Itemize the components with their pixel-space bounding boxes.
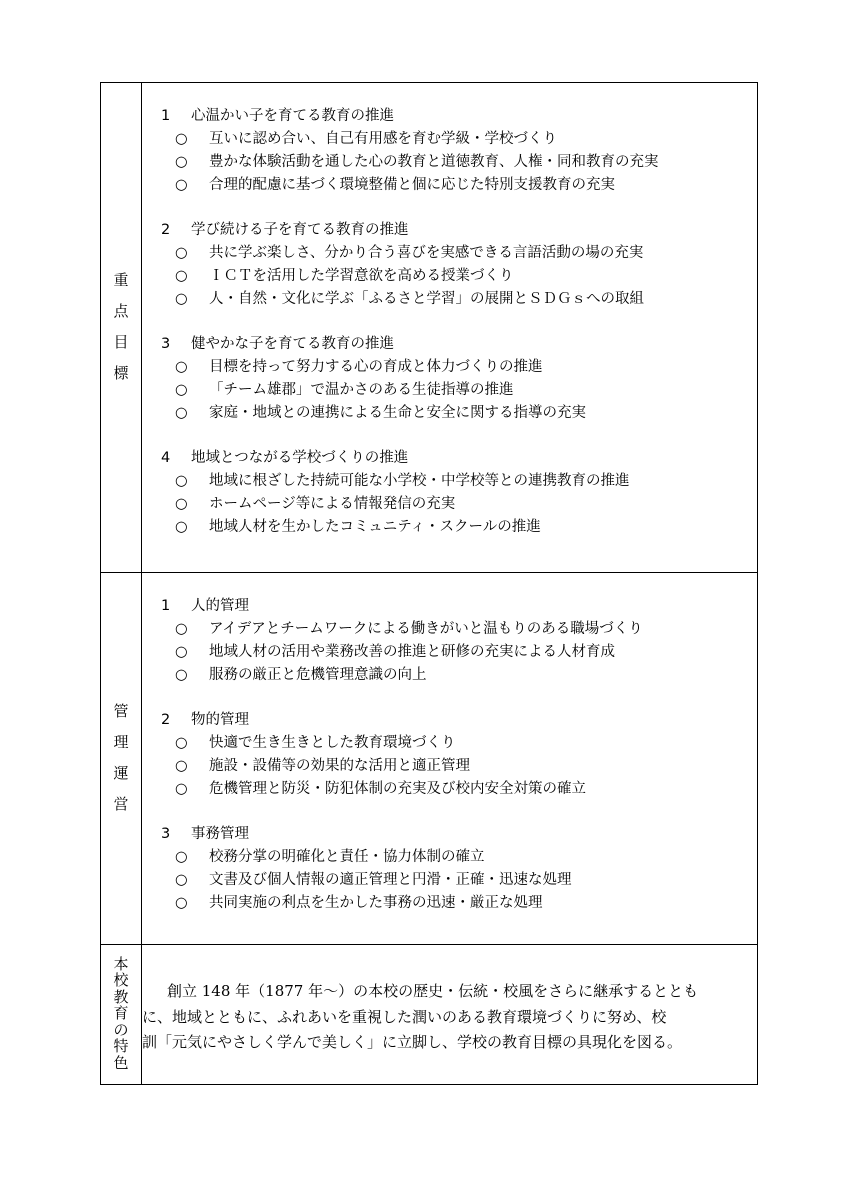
management-content-cell [142,573,758,945]
bullet-circle-icon: ○ [175,245,188,261]
goal-section [161,219,747,311]
bullet-circle-icon: ○ [175,519,188,535]
list-item: ○ 家庭・地域との連携による生命と安全に関する指導の充実 [161,402,747,425]
list-item: ○ 共同実施の利点を生かした事務の迅速・厳正な処理 [161,892,747,915]
list-item: ○ 施設・設備等の効果的な活用と適正管理 [161,755,747,778]
bullet-circle-icon: ○ [175,154,188,170]
list-item: ○ 文書及び個人情報の適正管理と円滑・正確・迅速な処理 [161,869,747,892]
section-heading: 3 事務管理 [161,826,249,842]
bullet-circle-icon: ○ [175,667,188,683]
bullet-circle-icon: ○ [175,644,188,660]
section-heading: 1 人的管理 [161,598,249,614]
bullet-circle-icon: ○ [175,382,188,398]
section-heading: 3 健やかな子を育てる教育の推進 [161,336,394,352]
list-item: ○ 地域人材の活用や業務改善の推進と研修の充実による人材育成 [161,641,747,664]
list-item: ○ 服務の厳正と危機管理意識の向上 [161,664,747,687]
school-plan-table [100,82,758,1085]
bullet-circle-icon: ○ [175,177,188,193]
management-section [161,823,747,915]
list-item: ○ 危機管理と防災・防犯体制の充実及び校内安全対策の確立 [161,778,747,801]
list-item: ○ アイデアとチームワークによる働きがいと温もりのある職場づくり [161,618,747,641]
list-item: ○ ＩＣＴを活用した学習意欲を高める授業づくり [161,265,747,288]
goal-section [161,333,747,425]
bullet-circle-icon: ○ [175,781,188,797]
list-item: ○ 地域に根ざした持続可能な小学校・中学校等との連携教育の推進 [161,470,747,493]
list-item: ○ 人・自然・文化に学ぶ「ふるさと学習」の展開とＳＤＧｓへの取組 [161,288,747,311]
list-item: ○ ホームページ等による情報発信の充実 [161,493,747,516]
bullet-circle-icon: ○ [175,621,188,637]
list-item: ○ 快適で生き生きとした教育環境づくり [161,732,747,755]
features-label: 本 校 教 育 の 特 色 [113,954,129,1072]
management-section [161,709,747,801]
management-label: 管 理 運 営 [113,702,129,813]
management-section [161,595,747,687]
goals-label-cell [101,83,142,573]
goal-section [161,105,747,197]
goals-label: 重 点 目 標 [113,271,129,382]
list-item: ○ 目標を持って努力する心の育成と体力づくりの推進 [161,356,747,379]
list-item: ○ 「チーム雄郡」で温かさのある生徒指導の推進 [161,379,747,402]
features-label-cell [101,945,142,1085]
features-content-cell [142,945,758,1085]
bullet-circle-icon: ○ [175,735,188,751]
list-item: ○ 共に学ぶ楽しさ、分かり合う喜びを実感できる言語活動の場の充実 [161,242,747,265]
bullet-circle-icon: ○ [175,268,188,284]
section-heading: 2 物的管理 [161,712,249,728]
bullet-circle-icon: ○ [175,405,188,421]
bullet-circle-icon: ○ [175,758,188,774]
list-item: ○ 合理的配慮に基づく環境整備と個に応じた特別支援教育の充実 [161,174,747,197]
list-item: ○ 校務分掌の明確化と責任・協力体制の確立 [161,846,747,869]
section-heading: 4 地域とつながる学校づくりの推進 [161,450,409,466]
features-paragraph: 創立 148 年（1877 年～）の本校の歴史・伝統・校風をさらに継承するととも に、地域とともに、ふれあいを重視した潤いのある教育環境づくりに努め、校 訓「元気にやさしく学んで美しく」に立脚し、学校の教育目標の具現化を図る。 [142,982,699,1051]
goal-section [161,447,747,539]
bullet-circle-icon: ○ [175,359,188,375]
section-heading: 2 学び続ける子を育てる教育の推進 [161,222,409,238]
list-item: ○ 互いに認め合い、自己有用感を育む学級・学校づくり [161,128,747,151]
features-row [101,945,758,1085]
list-item: ○ 豊かな体験活動を通した心の教育と道徳教育、人権・同和教育の充実 [161,151,747,174]
bullet-circle-icon: ○ [175,473,188,489]
bullet-circle-icon: ○ [175,496,188,512]
management-row [101,573,758,945]
bullet-circle-icon: ○ [175,131,188,147]
management-label-cell [101,573,142,945]
list-item: ○ 地域人材を生かしたコミュニティ・スクールの推進 [161,516,747,539]
bullet-circle-icon: ○ [175,872,188,888]
bullet-circle-icon: ○ [175,291,188,307]
bullet-circle-icon: ○ [175,895,188,911]
section-heading: 1 心温かい子を育てる教育の推進 [161,108,394,124]
goals-row [101,83,758,573]
goals-content-cell [142,83,758,573]
bullet-circle-icon: ○ [175,849,188,865]
